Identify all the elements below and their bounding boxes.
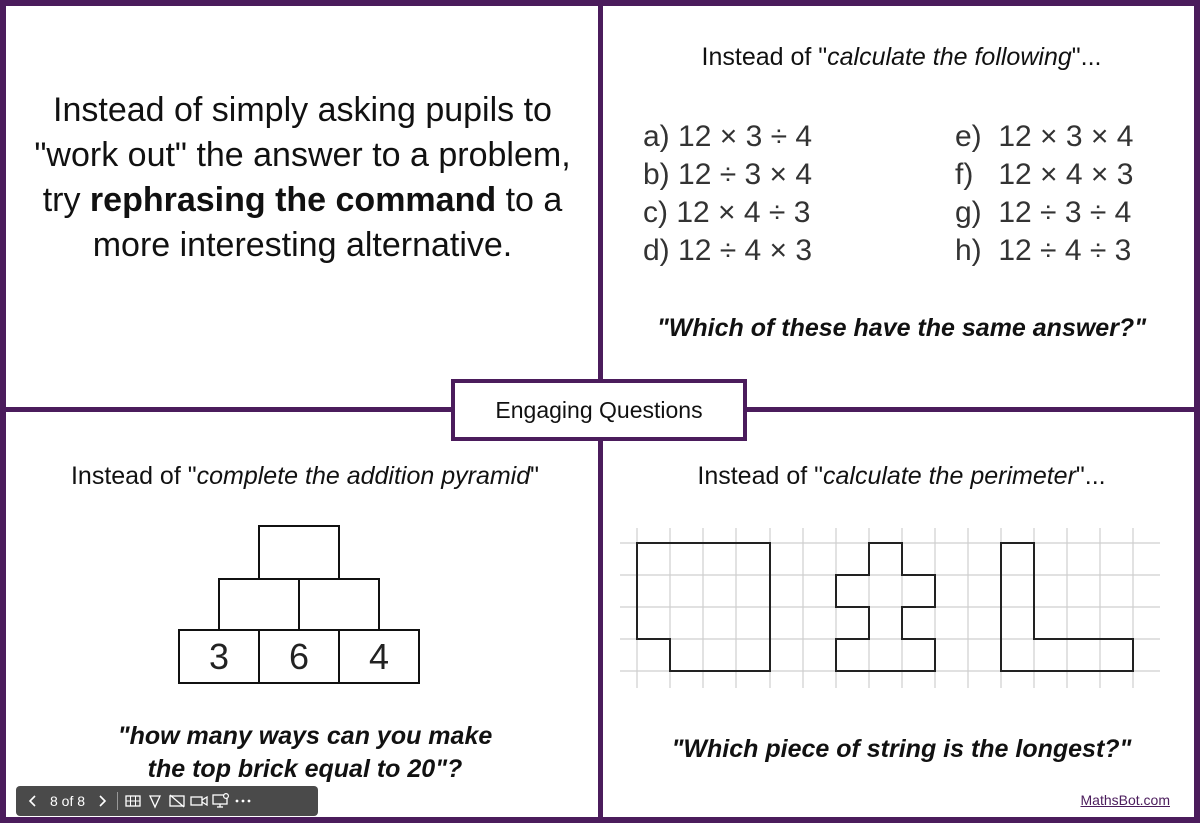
center-title: Engaging Questions bbox=[495, 396, 703, 423]
calc-item: c) 12 × 4 ÷ 3 bbox=[643, 196, 811, 229]
calc-item: b) 12 ÷ 3 × 4 bbox=[643, 158, 813, 191]
calc-list-right bbox=[955, 118, 1133, 270]
grid-view-icon[interactable] bbox=[122, 786, 144, 816]
more-icon[interactable] bbox=[232, 786, 254, 816]
pen-icon[interactable] bbox=[144, 786, 166, 816]
credit-link[interactable]: MathsBot.com bbox=[1080, 792, 1170, 808]
pyramid-brick-bottom-1: 3 bbox=[178, 629, 260, 684]
calc-list-left bbox=[643, 118, 812, 270]
calc-item: h) 12 ÷ 4 ÷ 3 bbox=[955, 234, 1132, 267]
presentation-toolbar bbox=[16, 786, 318, 816]
hide-subtitles-icon[interactable] bbox=[166, 786, 188, 816]
calc-item: g) 12 ÷ 3 ÷ 4 bbox=[955, 196, 1132, 229]
calc-item: e) 12 × 3 × 4 bbox=[955, 120, 1134, 153]
camera-icon[interactable] bbox=[188, 786, 210, 816]
bottom-left-question: "how many ways can you make the top brick equal to 20"? bbox=[117, 722, 493, 783]
top-right-heading: Instead of "calculate the following"... bbox=[701, 43, 1102, 71]
calc-item: a) 12 × 3 ÷ 4 bbox=[643, 120, 813, 153]
intro-bold: rephrasing the command bbox=[89, 181, 497, 219]
bottom-left-heading: Instead of "complete the addition pyramid" bbox=[70, 462, 540, 490]
slide-counter: 8 of 8 bbox=[50, 793, 86, 809]
pyramid-brick-mid-left bbox=[218, 578, 300, 631]
pyramid-brick-top bbox=[258, 525, 340, 580]
pyramid-brick-mid-right bbox=[298, 578, 380, 631]
toolbar-separator bbox=[117, 792, 118, 810]
presenter-icon[interactable] bbox=[210, 786, 232, 816]
center-title-box bbox=[451, 379, 747, 441]
pyramid-brick-bottom-3: 4 bbox=[338, 629, 420, 684]
chevron-left-icon[interactable] bbox=[22, 786, 44, 816]
bottom-right-question: "Which piece of string is the longest?" bbox=[671, 735, 1132, 763]
calc-item: d) 12 ÷ 4 × 3 bbox=[643, 234, 813, 267]
top-right-question: "Which of these have the same answer?" bbox=[656, 314, 1147, 342]
calc-item: f) 12 × 4 × 3 bbox=[955, 158, 1134, 191]
intro-text: Instead of simply asking pupils to "work out" the answer to a problem, try rephrasing the command to a more interesting alternative. bbox=[34, 91, 571, 264]
perimeter-grid bbox=[620, 528, 1160, 688]
pyramid-brick-bottom-2: 6 bbox=[258, 629, 340, 684]
bottom-right-heading: Instead of "calculate the perimeter"... bbox=[697, 462, 1106, 490]
chevron-right-icon[interactable] bbox=[91, 786, 113, 816]
